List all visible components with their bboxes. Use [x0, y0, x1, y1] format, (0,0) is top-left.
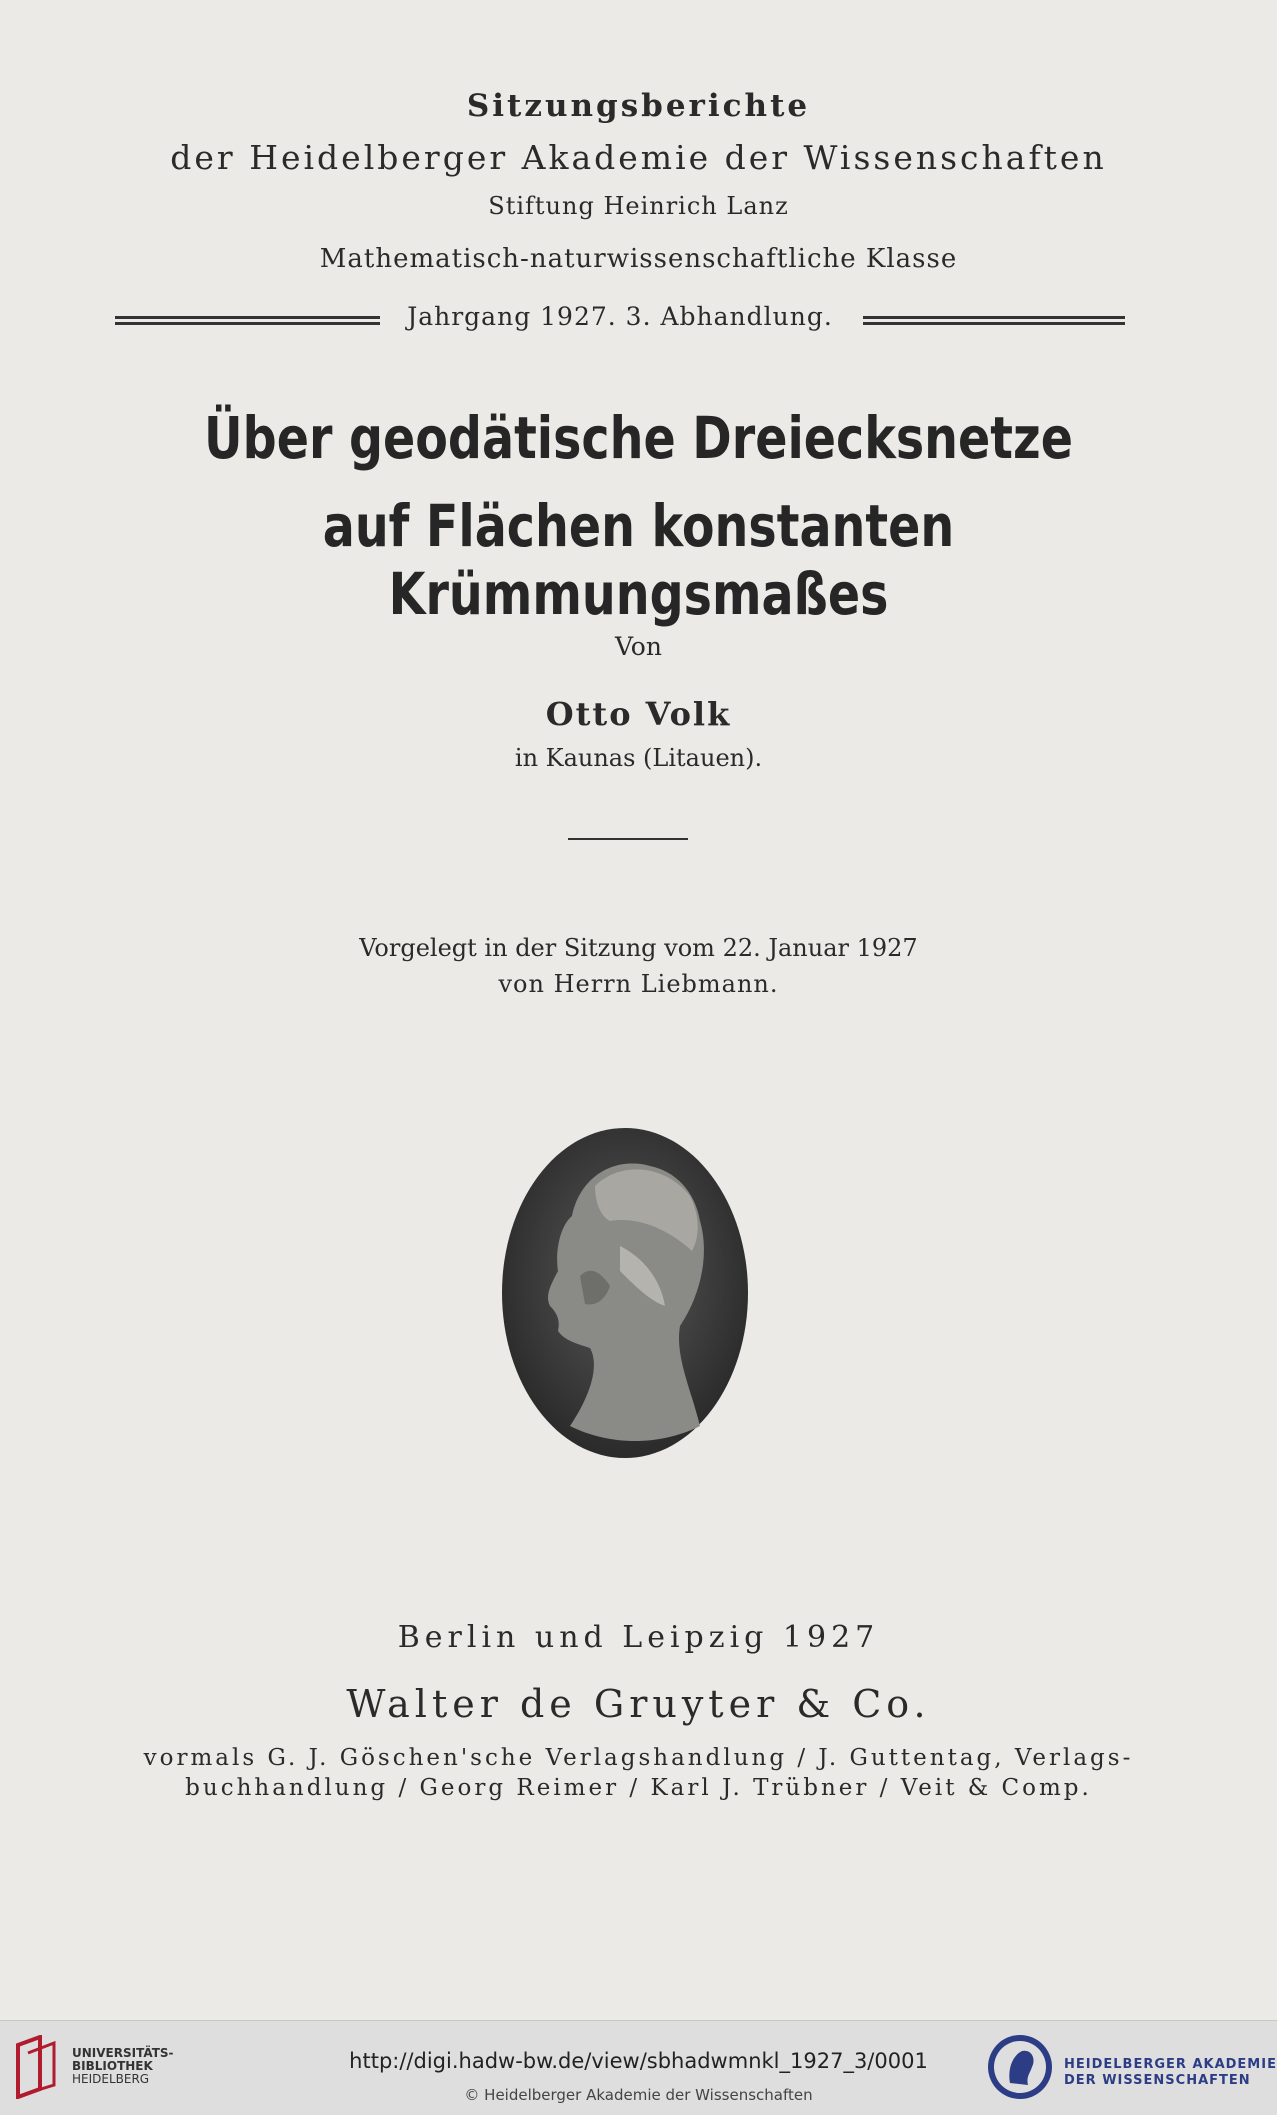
- library-name-line-2: BIBLIOTHEK: [72, 2059, 153, 2073]
- library-name-line-3: HEIDELBERG: [72, 2072, 150, 2086]
- year-issue: Jahrgang 1927. 3. Abhandlung.: [407, 302, 833, 331]
- class-name: Mathematisch-naturwissenschaftliche Klasse: [319, 244, 958, 274]
- library-name-line-1: UNIVERSITÄTS-: [72, 2046, 174, 2060]
- imprint-city-year: Berlin und Leipzig 1927: [397, 1620, 880, 1655]
- author-place: in Kaunas (Litauen).: [514, 744, 763, 772]
- permalink-url[interactable]: http://digi.hadw-bw.de/view/sbhadwmnkl_1927_3/0001: [349, 2049, 928, 2073]
- by-label: Von: [615, 632, 662, 661]
- title-line-2: auf Flächen konstanten Krümmungsmaßes: [322, 492, 955, 628]
- athena-medallion-image: [500, 1126, 750, 1460]
- double-rule-right: [863, 316, 1125, 325]
- year-rule-row: [115, 302, 1125, 342]
- academy-name: der Heidelberger Akademie der Wissenschaften: [170, 138, 1107, 177]
- academy-logo-line-2: DER WISSENSCHAFTEN: [1064, 2073, 1251, 2088]
- viewer-footer: [0, 2020, 1277, 2115]
- publisher-history-line-2: buchhandlung / Georg Reimer / Karl J. Trübner / Veit & Comp.: [185, 1775, 1092, 1801]
- publisher-history-line-1: vormals G. J. Göschen'sche Verlagshandlung / J. Guttentag, Verlags-: [143, 1745, 1134, 1771]
- presentation-line-2: von Herrn Liebmann.: [498, 970, 779, 998]
- title-line-1: Über geodätische Dreiecksnetze: [204, 404, 1073, 472]
- author-name: Otto Volk: [545, 695, 732, 733]
- academy-logo-text: [1064, 2057, 1277, 2089]
- publisher-name: Walter de Gruyter & Co.: [346, 1682, 931, 1726]
- series-title: Sitzungsberichte: [466, 88, 811, 124]
- copyright-notice: © Heidelberger Akademie der Wissenschaften: [464, 2086, 813, 2104]
- academy-logo-line-1: HEIDELBERGER AKADEMIE: [1064, 2057, 1277, 2072]
- divider: [568, 838, 688, 840]
- foundation-name: Stiftung Heinrich Lanz: [488, 192, 789, 220]
- academy-seal-logo-icon[interactable]: [986, 2033, 1054, 2101]
- presentation-line-1: Vorgelegt in der Sitzung vom 22. Januar 1927: [359, 934, 918, 962]
